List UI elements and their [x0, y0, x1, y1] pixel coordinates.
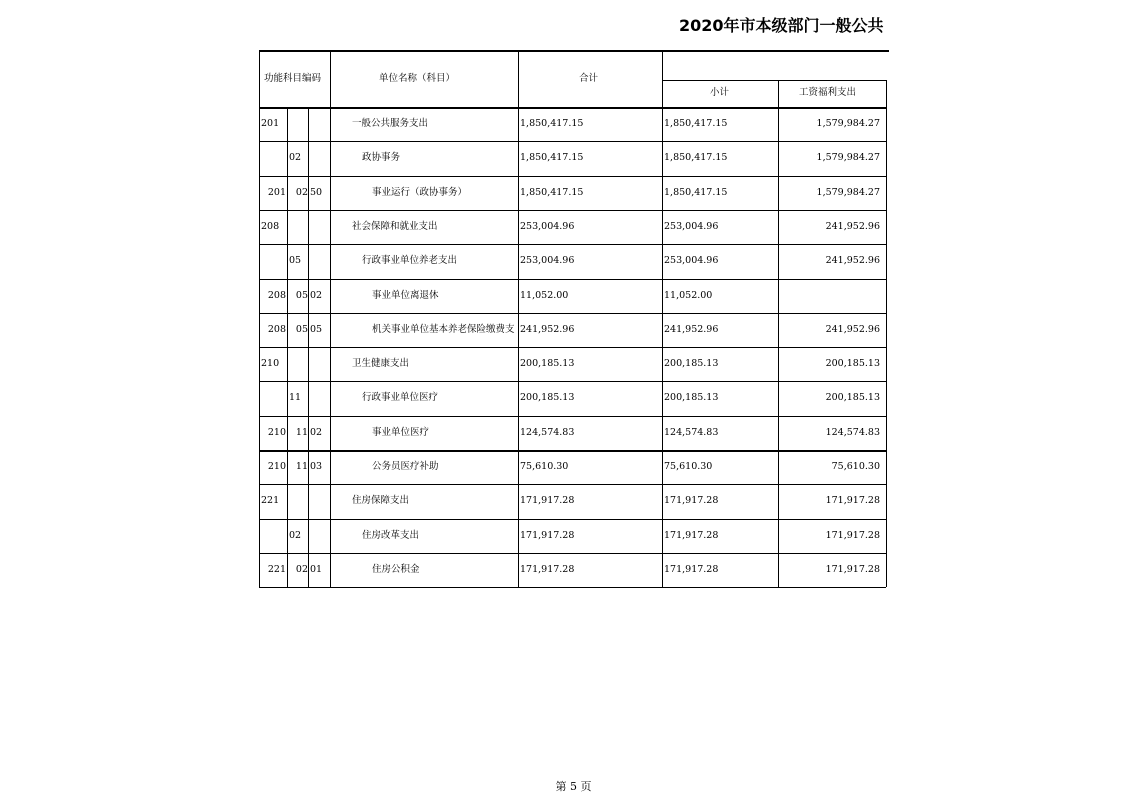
code-item: 02 [295, 563, 308, 575]
row-divider [259, 176, 886, 177]
row-divider [259, 279, 886, 280]
subtotal-value: 171,917.28 [664, 563, 719, 575]
subtotal-value: 253,004.96 [664, 255, 719, 267]
total-value: 171,917.28 [520, 495, 575, 507]
row-divider [259, 347, 886, 348]
total-value: 1,850,417.15 [520, 152, 584, 164]
code-item: 05 [295, 323, 308, 335]
salary-value: 241,952.96 [825, 255, 880, 267]
salary-value: 1,579,984.27 [816, 186, 880, 198]
unit-name: 住房公积金 [372, 563, 420, 575]
header-name: 单位名称（科目） [379, 73, 456, 84]
subtotal-value: 124,574.83 [664, 426, 719, 438]
unit-name: 政协事务 [362, 152, 401, 164]
unit-name: 住房保障支出 [352, 495, 410, 507]
code-class: 221 [267, 563, 286, 575]
salary-value: 200,185.13 [825, 392, 880, 404]
unit-name: 行政事业单位医疗 [362, 392, 439, 404]
row-divider [259, 381, 886, 382]
code-class: 221 [261, 495, 280, 507]
row-divider [259, 450, 886, 452]
total-value: 200,185.13 [520, 358, 575, 370]
unit-name: 卫生健康支出 [352, 358, 410, 370]
row-divider [259, 553, 886, 554]
col-border [330, 50, 331, 587]
salary-value: 171,917.28 [825, 563, 880, 575]
header-subtotal: 小计 [710, 87, 730, 98]
col-border-salary [778, 80, 779, 587]
salary-value: 241,952.96 [825, 323, 880, 335]
subtotal-value: 171,917.28 [664, 529, 719, 541]
total-value: 200,185.13 [520, 392, 575, 404]
code-item: 02 [295, 186, 308, 198]
col-border-right [886, 80, 887, 587]
unit-name: 事业单位医疗 [372, 426, 430, 438]
code-class: 208 [267, 323, 286, 335]
code-subitem: 01 [310, 563, 323, 575]
unit-name: 公务员医疗补助 [372, 461, 439, 472]
page-title: 2020年市本级部门一般公共 [679, 16, 884, 35]
code-item: 11 [289, 392, 302, 404]
total-value: 11,052.00 [520, 289, 569, 301]
budget-table [259, 50, 889, 590]
header-code: 功能科目编码 [264, 73, 322, 84]
salary-value: 171,917.28 [825, 495, 880, 507]
code-subitem: 50 [310, 186, 323, 198]
total-value: 1,850,417.15 [520, 118, 584, 129]
subtotal-value: 75,610.30 [664, 461, 713, 472]
table-top-border [259, 50, 889, 52]
col-border [518, 50, 519, 587]
code-class: 201 [261, 118, 280, 129]
code-item: 05 [295, 289, 308, 301]
col-border-code2 [287, 107, 288, 587]
unit-name: 事业单位离退休 [372, 289, 439, 301]
code-item: 11 [295, 426, 308, 438]
salary-value: 241,952.96 [825, 220, 880, 232]
row-divider [259, 313, 886, 314]
subtotal-value: 11,052.00 [664, 289, 713, 301]
code-class: 208 [267, 289, 286, 301]
code-item: 05 [289, 255, 302, 267]
col-border-left [259, 50, 260, 587]
row-divider [259, 141, 886, 142]
subtotal-value: 171,917.28 [664, 495, 719, 507]
salary-value: 124,574.83 [825, 426, 880, 438]
unit-name: 机关事业单位基本养老保险缴费支 [372, 323, 515, 335]
header-sub-divider [662, 80, 886, 81]
salary-value: 1,579,984.27 [816, 118, 880, 129]
page-number: 第 5 页 [555, 780, 592, 793]
subtotal-value: 241,952.96 [664, 323, 719, 335]
col-border [662, 50, 663, 587]
header-bottom-border [259, 107, 886, 109]
code-class: 210 [267, 426, 286, 438]
code-item: 11 [295, 461, 308, 472]
code-item: 02 [289, 152, 302, 164]
salary-value: 200,185.13 [825, 358, 880, 370]
code-subitem: 03 [310, 461, 323, 472]
subtotal-value: 200,185.13 [664, 392, 719, 404]
row-divider [259, 519, 886, 520]
subtotal-value: 1,850,417.15 [664, 186, 728, 198]
unit-name: 住房改革支出 [362, 529, 420, 541]
subtotal-value: 1,850,417.15 [664, 152, 728, 164]
subtotal-value: 253,004.96 [664, 220, 719, 232]
row-divider [259, 210, 886, 211]
row-divider [259, 416, 886, 417]
code-class: 208 [261, 220, 280, 232]
header-total: 合计 [579, 73, 599, 84]
total-value: 171,917.28 [520, 529, 575, 541]
row-divider [259, 484, 886, 485]
unit-name: 社会保障和就业支出 [352, 220, 438, 232]
row-divider [259, 244, 886, 245]
row-divider [259, 587, 886, 588]
code-class: 210 [261, 358, 280, 370]
salary-value: 1,579,984.27 [816, 152, 880, 164]
total-value: 124,574.83 [520, 426, 575, 438]
subtotal-value: 1,850,417.15 [664, 118, 728, 129]
col-border-code3 [308, 107, 309, 587]
code-subitem: 05 [310, 323, 323, 335]
code-class: 210 [267, 461, 286, 472]
total-value: 171,917.28 [520, 563, 575, 575]
unit-name: 一般公共服务支出 [352, 118, 429, 129]
code-subitem: 02 [310, 426, 323, 438]
header-salary: 工资福利支出 [799, 87, 857, 98]
code-item: 02 [289, 529, 302, 541]
salary-value: 171,917.28 [825, 529, 880, 541]
code-class: 201 [267, 186, 286, 198]
salary-value: 75,610.30 [831, 461, 880, 472]
total-value: 241,952.96 [520, 323, 575, 335]
code-subitem: 02 [310, 289, 323, 301]
subtotal-value: 200,185.13 [664, 358, 719, 370]
unit-name: 行政事业单位养老支出 [362, 255, 458, 267]
total-value: 1,850,417.15 [520, 186, 584, 198]
total-value: 253,004.96 [520, 220, 575, 232]
unit-name: 事业运行（政协事务） [372, 186, 468, 198]
total-value: 253,004.96 [520, 255, 575, 267]
total-value: 75,610.30 [520, 461, 569, 472]
